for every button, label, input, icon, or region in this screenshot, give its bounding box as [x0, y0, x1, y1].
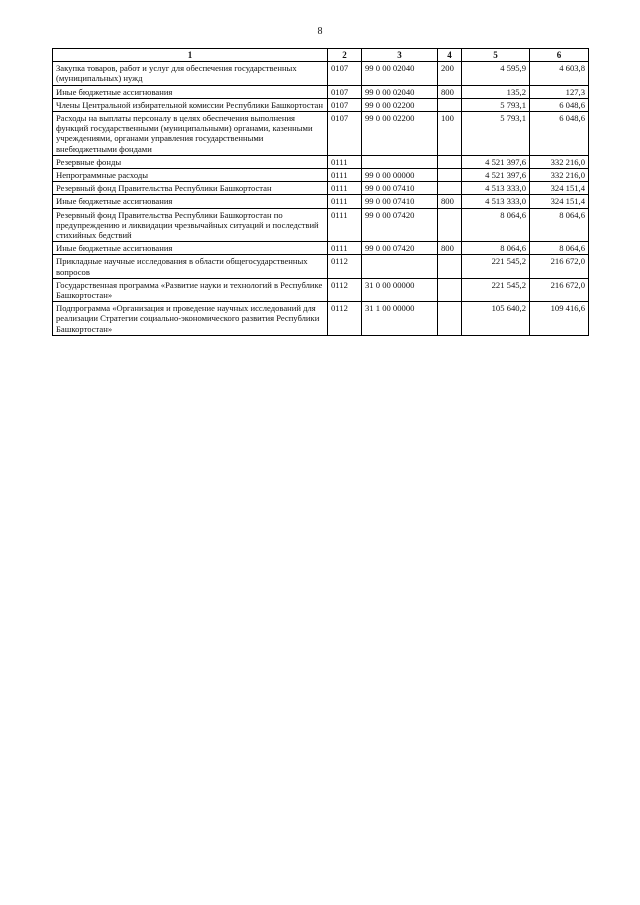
row-target-code: 99 0 00 00000 [362, 169, 438, 182]
row-value-col6: 216 672,0 [530, 255, 589, 278]
row-name: Резервный фонд Правительства Республики Башкортостан [53, 182, 328, 195]
row-target-code [362, 255, 438, 278]
row-section-code: 0111 [328, 208, 362, 242]
table-row [53, 85, 589, 98]
table-row [53, 255, 589, 278]
row-expense-type: 800 [438, 242, 462, 255]
row-section-code: 0107 [328, 85, 362, 98]
column-header: 3 [362, 49, 438, 62]
row-name: Подпрограмма «Организация и проведение научных исследований для реализации Стратегии социально-экономического развития Республики Башкортостан» [53, 302, 328, 336]
row-value-col6: 8 064,6 [530, 242, 589, 255]
row-value-col5: 4 521 397,6 [462, 169, 530, 182]
row-target-code: 99 0 00 02200 [362, 98, 438, 111]
row-section-code: 0111 [328, 195, 362, 208]
table-row [53, 195, 589, 208]
row-name: Иные бюджетные ассигнования [53, 242, 328, 255]
row-target-code: 99 0 00 07420 [362, 208, 438, 242]
row-value-col5: 4 513 333,0 [462, 182, 530, 195]
row-name: Прикладные научные исследования в области общегосударственных вопросов [53, 255, 328, 278]
row-target-code [362, 155, 438, 168]
row-name: Резервные фонды [53, 155, 328, 168]
row-expense-type [438, 208, 462, 242]
row-target-code: 99 0 00 02040 [362, 62, 438, 85]
row-expense-type [438, 302, 462, 336]
row-value-col5: 8 064,6 [462, 242, 530, 255]
row-value-col6: 332 216,0 [530, 155, 589, 168]
row-expense-type [438, 155, 462, 168]
table-row [53, 278, 589, 301]
row-value-col5: 4 595,9 [462, 62, 530, 85]
row-expense-type [438, 169, 462, 182]
row-target-code: 99 0 00 07420 [362, 242, 438, 255]
row-value-col5: 135,2 [462, 85, 530, 98]
row-value-col6: 6 048,6 [530, 112, 589, 156]
row-value-col5: 105 640,2 [462, 302, 530, 336]
table-row [53, 112, 589, 156]
row-name: Иные бюджетные ассигнования [53, 195, 328, 208]
row-name: Непрограммные расходы [53, 169, 328, 182]
column-header: 1 [53, 49, 328, 62]
row-section-code: 0111 [328, 169, 362, 182]
row-name: Государственная программа «Развитие науки и технологий в Республике Башкортостан» [53, 278, 328, 301]
row-expense-type: 100 [438, 112, 462, 156]
row-target-code: 31 0 00 00000 [362, 278, 438, 301]
row-value-col5: 221 545,2 [462, 278, 530, 301]
row-section-code: 0107 [328, 98, 362, 111]
row-value-col5: 4 513 333,0 [462, 195, 530, 208]
row-value-col5: 5 793,1 [462, 98, 530, 111]
table-header-row [53, 49, 589, 62]
row-value-col6: 8 064,6 [530, 208, 589, 242]
column-header: 4 [438, 49, 462, 62]
row-value-col6: 324 151,4 [530, 195, 589, 208]
budget-table [52, 48, 589, 336]
row-name: Резервный фонд Правительства Республики Башкортостан по предупреждению и ликвидации чрезвычайных ситуаций и последствий стихийных бедствий [53, 208, 328, 242]
row-expense-type [438, 98, 462, 111]
table-row [53, 155, 589, 168]
column-header: 5 [462, 49, 530, 62]
table-row [53, 62, 589, 85]
row-section-code: 0107 [328, 112, 362, 156]
table-row [53, 98, 589, 111]
row-value-col5: 8 064,6 [462, 208, 530, 242]
row-value-col6: 127,3 [530, 85, 589, 98]
row-value-col6: 216 672,0 [530, 278, 589, 301]
row-section-code: 0111 [328, 155, 362, 168]
table-row [53, 169, 589, 182]
row-target-code: 99 0 00 07410 [362, 195, 438, 208]
row-value-col6: 4 603,8 [530, 62, 589, 85]
row-target-code: 99 0 00 07410 [362, 182, 438, 195]
row-expense-type: 800 [438, 85, 462, 98]
row-section-code: 0112 [328, 278, 362, 301]
row-target-code: 99 0 00 02200 [362, 112, 438, 156]
row-value-col6: 109 416,6 [530, 302, 589, 336]
row-expense-type: 800 [438, 195, 462, 208]
row-expense-type [438, 182, 462, 195]
row-name: Расходы на выплаты персоналу в целях обеспечения выполнения функций государственными (муниципальными) органами, казенными учреждениями, органами управления государственными внебюджетными фондами [53, 112, 328, 156]
row-name: Члены Центральной избирательной комиссии Республики Башкортостан [53, 98, 328, 111]
row-expense-type [438, 255, 462, 278]
table-row [53, 182, 589, 195]
table-row [53, 302, 589, 336]
row-section-code: 0112 [328, 255, 362, 278]
row-target-code: 31 1 00 00000 [362, 302, 438, 336]
row-value-col5: 5 793,1 [462, 112, 530, 156]
table-row [53, 242, 589, 255]
row-value-col5: 221 545,2 [462, 255, 530, 278]
column-header: 2 [328, 49, 362, 62]
page-number: 8 [317, 26, 323, 37]
row-section-code: 0111 [328, 242, 362, 255]
row-section-code: 0112 [328, 302, 362, 336]
row-expense-type: 200 [438, 62, 462, 85]
row-section-code: 0107 [328, 62, 362, 85]
column-header: 6 [530, 49, 589, 62]
table-body [53, 62, 589, 336]
row-target-code: 99 0 00 02040 [362, 85, 438, 98]
row-name: Закупка товаров, работ и услуг для обеспечения государственных (муниципальных) нужд [53, 62, 328, 85]
row-value-col6: 324 151,4 [530, 182, 589, 195]
table-row [53, 208, 589, 242]
row-section-code: 0111 [328, 182, 362, 195]
row-value-col6: 332 216,0 [530, 169, 589, 182]
row-expense-type [438, 278, 462, 301]
row-name: Иные бюджетные ассигнования [53, 85, 328, 98]
row-value-col5: 4 521 397,6 [462, 155, 530, 168]
row-value-col6: 6 048,6 [530, 98, 589, 111]
